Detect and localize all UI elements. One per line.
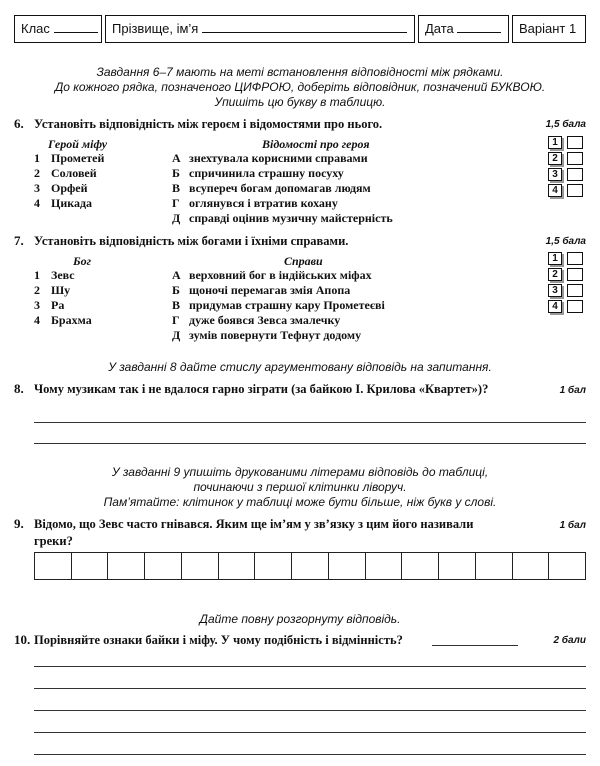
q9-text-line1: Відомо, що Зевс часто гнівався. Яким ще ім’ям у зв’язку з цим його називали bbox=[34, 517, 474, 531]
class-blank bbox=[54, 16, 98, 33]
instructions-6-7-line3: Упишіть цю букву в таблицю. bbox=[214, 95, 386, 109]
instructions-9-line2: починаючи з першої клітинки ліворуч. bbox=[193, 480, 407, 494]
q9-letter-cell[interactable] bbox=[476, 553, 513, 579]
instructions-9-line1: У завданні 9 упишіть друкованими літерами відповідь до таблиці, bbox=[111, 465, 489, 479]
q6-number: 6. bbox=[14, 116, 24, 131]
q9-letter-cell[interactable] bbox=[402, 553, 439, 579]
q9-letter-cell[interactable] bbox=[292, 553, 329, 579]
q7-answer-4[interactable]: 4 bbox=[548, 300, 584, 313]
q9-letter-cell[interactable] bbox=[513, 553, 550, 579]
instruction-8: У завданні 8 дайте стислу аргументовану відповідь на запитання. bbox=[108, 360, 492, 374]
q6-answer-1[interactable]: 1 bbox=[548, 136, 584, 149]
q10-answer-line-4[interactable] bbox=[34, 732, 586, 733]
name-blank bbox=[202, 16, 407, 33]
q10-answer-line-5[interactable] bbox=[34, 754, 586, 755]
q9-letter-cell[interactable] bbox=[439, 553, 476, 579]
name-label: Прізвище, ім’я bbox=[112, 21, 199, 36]
q8-number: 8. bbox=[14, 381, 24, 396]
q8-answer-line-1[interactable] bbox=[34, 422, 586, 423]
instructions-6-7-line1: Завдання 6–7 мають на меті встановлення відповідності між рядками. bbox=[96, 65, 504, 79]
date-blank bbox=[457, 16, 501, 33]
q7-points: 1,5 бала bbox=[545, 236, 586, 247]
q10-answer-line-1[interactable] bbox=[34, 666, 586, 667]
q9-letter-cell[interactable] bbox=[366, 553, 403, 579]
q7-answer-2[interactable]: 2 bbox=[548, 268, 584, 281]
q7-text: Установіть відповідність між богами і їхніми справами. bbox=[34, 234, 349, 248]
q9-letter-grid[interactable] bbox=[34, 552, 586, 580]
q9-letter-cell[interactable] bbox=[145, 553, 182, 579]
q6-text: Установіть відповідність між героєм і відомостями про нього. bbox=[34, 117, 383, 131]
date-field[interactable] bbox=[418, 15, 509, 43]
q9-letter-cell[interactable] bbox=[219, 553, 256, 579]
q9-letter-cell[interactable] bbox=[72, 553, 109, 579]
q7-right-header: Справи bbox=[284, 254, 323, 268]
q6-right-header: Відомості про героя bbox=[262, 137, 370, 151]
q10-text: Порівняйте ознаки байки і міфу. У чому подібність і відмінність? bbox=[34, 633, 403, 647]
q9-letter-cell[interactable] bbox=[182, 553, 219, 579]
name-field[interactable] bbox=[105, 15, 415, 43]
q7-answer-3[interactable]: 3 bbox=[548, 284, 584, 297]
instructions-9-line3: Пам’ятайте: клітинок у таблиці може бути більше, ніж букв у слові. bbox=[103, 495, 497, 509]
q9-points: 1 бал bbox=[559, 520, 586, 531]
q6-answer-3[interactable]: 3 bbox=[548, 168, 584, 181]
class-field[interactable] bbox=[14, 15, 102, 43]
variant-box bbox=[512, 15, 586, 43]
q10-answer-line-2[interactable] bbox=[34, 688, 586, 689]
date-label: Дата bbox=[425, 21, 454, 36]
q8-points: 1 бал bbox=[559, 385, 586, 396]
q10-number: 10. bbox=[14, 632, 31, 647]
q7-answer-1[interactable]: 1 bbox=[548, 252, 584, 265]
q9-text-line2: греки? bbox=[34, 534, 73, 548]
q9-letter-cell[interactable] bbox=[329, 553, 366, 579]
q6-answer-4[interactable]: 4 bbox=[548, 184, 584, 197]
q6-points: 1,5 бала bbox=[545, 119, 586, 130]
q9-letter-cell[interactable] bbox=[35, 553, 72, 579]
instruction-10: Дайте повну розгорнуту відповідь. bbox=[199, 612, 401, 626]
q9-letter-cell[interactable] bbox=[108, 553, 145, 579]
q7-left-header: Бог bbox=[73, 254, 92, 268]
q9-letter-cell[interactable] bbox=[255, 553, 292, 579]
q10-points: 2 бали bbox=[553, 635, 586, 646]
instructions-6-7-line2: До кожного рядка, позначеного ЦИФРОЮ, доберіть відповідник, позначений БУКВОЮ. bbox=[54, 80, 546, 94]
class-label: Клас bbox=[21, 21, 50, 36]
q10-answer-line-3[interactable] bbox=[34, 710, 586, 711]
q6-answer-2[interactable]: 2 bbox=[548, 152, 584, 165]
variant-label: Варіант 1 bbox=[519, 21, 577, 36]
q8-text: Чому музикам так і не вдалося гарно зіграти (за байкою І. Крилова «Квартет»)? bbox=[34, 382, 489, 396]
q7-number: 7. bbox=[14, 233, 24, 248]
q6-left-header: Герой міфу bbox=[48, 137, 108, 151]
q9-number: 9. bbox=[14, 516, 24, 531]
q9-letter-cell[interactable] bbox=[549, 553, 585, 579]
q8-answer-line-2[interactable] bbox=[34, 443, 586, 444]
q10-inline-blank[interactable] bbox=[432, 645, 518, 646]
